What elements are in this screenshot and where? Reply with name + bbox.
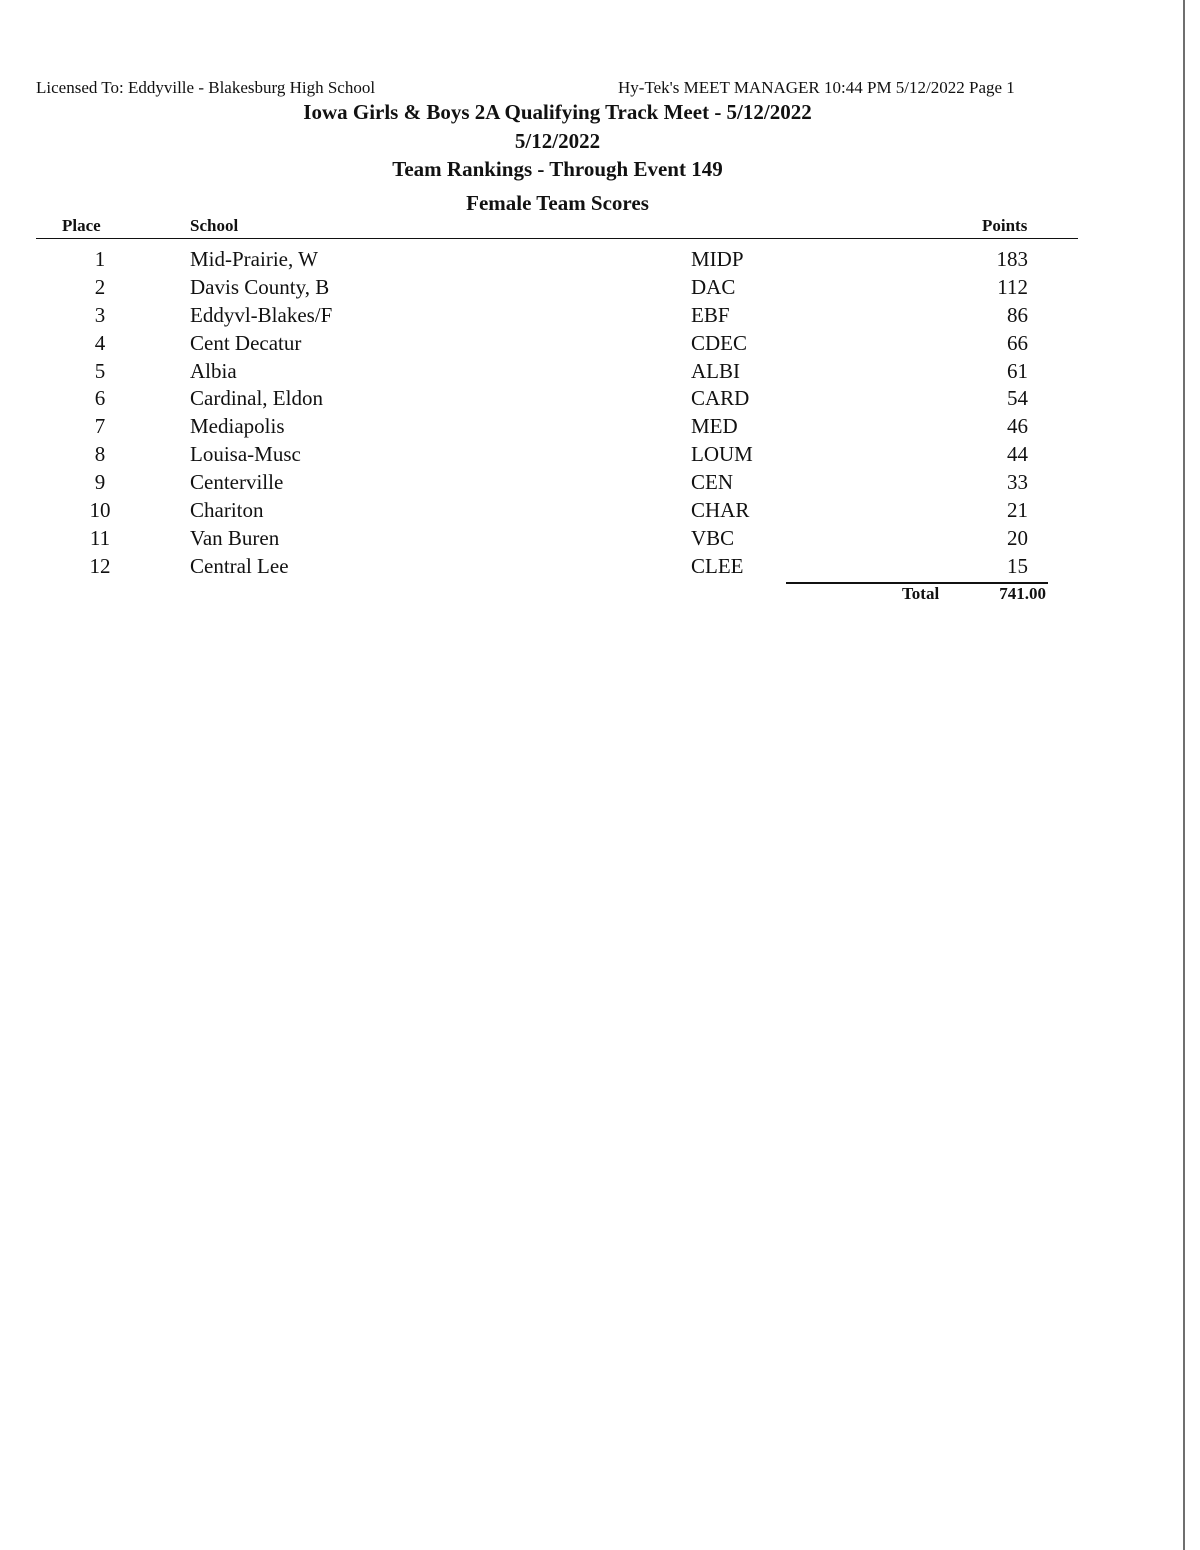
row-place: 3 xyxy=(94,302,106,327)
rankings-title: Team Rankings - Through Event 149 xyxy=(392,157,723,181)
row-team-code: ALBI xyxy=(691,358,740,383)
row-points: 54 xyxy=(1007,386,1028,411)
row-team-code: CARD xyxy=(691,386,750,411)
row-points: 61 xyxy=(1007,358,1028,383)
column-header-place: Place xyxy=(62,216,101,235)
row-points: 15 xyxy=(1007,553,1028,578)
row-school: Chariton xyxy=(190,498,264,523)
meet-title: Iowa Girls & Boys 2A Qualifying Track Meet - 5/12/2022 xyxy=(303,100,812,124)
row-points: 112 xyxy=(997,274,1028,299)
row-points: 46 xyxy=(1007,414,1028,439)
row-points: 86 xyxy=(1007,302,1028,327)
table-row xyxy=(0,441,1100,469)
table-row xyxy=(0,385,1100,413)
table-row xyxy=(0,469,1100,497)
row-team-code: CHAR xyxy=(691,498,750,523)
row-points: 33 xyxy=(1007,470,1028,495)
row-school: Van Buren xyxy=(190,525,280,550)
row-points: 44 xyxy=(1007,442,1028,467)
row-place: 7 xyxy=(94,414,106,439)
row-team-code: CDEC xyxy=(691,330,748,355)
row-place: 12 xyxy=(89,553,111,578)
row-team-code: DAC xyxy=(691,274,736,299)
row-place: 6 xyxy=(94,386,106,411)
row-team-code: EBF xyxy=(691,302,730,327)
row-place: 9 xyxy=(94,470,106,495)
row-school: Louisa-Musc xyxy=(190,442,301,467)
row-school: Cardinal, Eldon xyxy=(190,386,323,411)
table-row xyxy=(0,274,1100,302)
row-school: Eddyvl-Blakes/F xyxy=(190,302,333,327)
table-row xyxy=(0,497,1100,525)
table-row xyxy=(0,413,1100,441)
row-school: Centerville xyxy=(190,470,284,495)
table-row xyxy=(0,330,1100,358)
row-place: 2 xyxy=(94,274,106,299)
row-team-code: LOUM xyxy=(691,442,753,467)
meet-date: 5/12/2022 xyxy=(514,129,601,153)
license-text: Licensed To: Eddyville - Blakesburg High School xyxy=(36,78,376,97)
scan-edge-line xyxy=(1183,0,1185,1550)
table-row xyxy=(0,553,1100,581)
total-label: Total xyxy=(902,584,940,603)
row-team-code: MIDP xyxy=(691,247,744,271)
table-row xyxy=(0,302,1100,330)
team-scores-table xyxy=(0,246,1100,581)
row-team-code: CLEE xyxy=(691,553,744,578)
table-row xyxy=(0,246,1100,274)
row-place: 5 xyxy=(94,358,106,383)
row-points: 20 xyxy=(1007,525,1028,550)
software-info-text: Hy-Tek's MEET MANAGER 10:44 PM 5/12/2022 Page 1 xyxy=(618,78,1015,97)
row-team-code: MED xyxy=(691,414,738,439)
row-place: 10 xyxy=(89,498,111,523)
row-points: 183 xyxy=(996,247,1028,271)
row-place: 11 xyxy=(89,525,111,550)
row-school: Albia xyxy=(190,358,237,383)
row-place: 4 xyxy=(94,330,106,355)
row-points: 21 xyxy=(1007,498,1028,523)
row-team-code: VBC xyxy=(691,525,735,550)
row-team-code: CEN xyxy=(691,470,733,495)
row-school: Mediapolis xyxy=(190,414,285,439)
column-header-school: School xyxy=(190,216,239,235)
total-value: 741.00 xyxy=(999,584,1046,603)
row-points: 66 xyxy=(1007,330,1028,355)
row-place: 8 xyxy=(94,442,106,467)
header-rule xyxy=(36,238,1078,239)
row-school: Central Lee xyxy=(190,553,289,578)
section-title: Female Team Scores xyxy=(466,191,649,215)
column-header-points: Points xyxy=(982,216,1028,235)
row-place: 1 xyxy=(94,247,106,271)
table-row xyxy=(0,358,1100,386)
row-school: Davis County, B xyxy=(190,274,330,299)
row-school: Cent Decatur xyxy=(190,330,302,355)
row-school: Mid-Prairie, W xyxy=(190,247,318,271)
table-row xyxy=(0,525,1100,553)
